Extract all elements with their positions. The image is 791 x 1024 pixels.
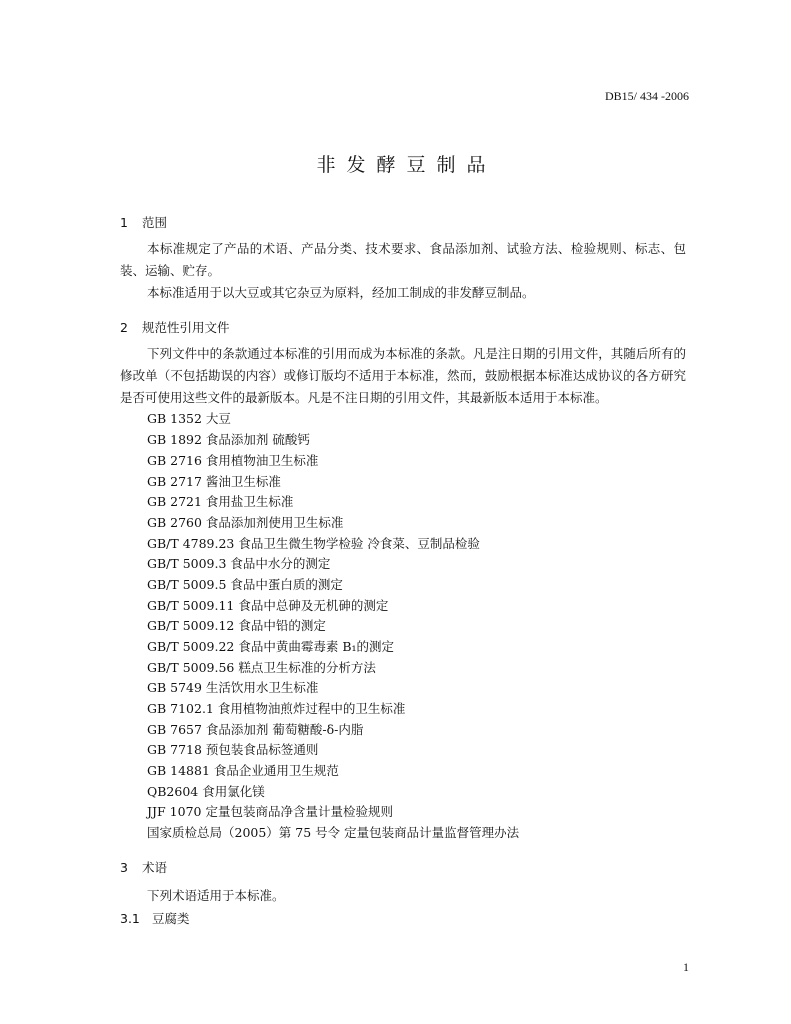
reference-item: GB 1892 食品添加剂 硫酸钙 [147, 432, 310, 447]
reference-item: QB2604 食用氯化镁 [147, 784, 265, 799]
reference-item: GB/T 5009.11 食品中总砷及无机砷的测定 [147, 598, 389, 613]
reference-item: GB 1352 大豆 [147, 411, 231, 426]
scope-paragraph-2: 本标准适用于以大豆或其它杂豆为原料，经加工制成的非发酵豆制品。 [147, 285, 535, 300]
reference-item: 国家质检总局（2005）第 75 号令 定量包装商品计量监督管理办法 [147, 825, 520, 840]
section-number: 1 [120, 215, 128, 230]
reference-item: GB 5749 生活饮用水卫生标准 [147, 680, 319, 695]
reference-item: GB 2717 酱油卫生标准 [147, 474, 281, 489]
reference-item: GB/T 5009.12 食品中铅的测定 [147, 618, 326, 633]
subsection-heading-3-1 [120, 909, 190, 927]
reference-item: GB/T 5009.56 糕点卫生标准的分析方法 [147, 660, 376, 675]
section-title: 规范性引用文件 [142, 320, 230, 335]
section-heading-3 [120, 858, 167, 876]
page-number: 1 [683, 960, 689, 974]
document-code: DB15/ 434 -2006 [605, 89, 689, 103]
reference-item: GB 7718 预包装食品标签通则 [147, 742, 319, 757]
section-heading-2 [120, 318, 230, 336]
terms-intro: 下列术语适用于本标准。 [147, 888, 285, 903]
reference-item: JJF 1070 定量包装商品净含量计量检验规则 [147, 804, 393, 819]
scope-paragraph-1: 本标准规定了产品的术语、产品分类、技术要求、食品添加剂、试验方法、检验规则、标志、包装、运输、贮存。 [120, 241, 686, 278]
reference-item: GB/T 5009.3 食品中水分的测定 [147, 556, 331, 571]
reference-item: GB 2716 食用植物油卫生标准 [147, 453, 319, 468]
section-number: 2 [120, 320, 128, 335]
reference-item: GB 7657 食品添加剂 葡萄糖酸-δ-内脂 [147, 722, 364, 737]
reference-item: GB 7102.1 食用植物油煎炸过程中的卫生标准 [147, 701, 406, 716]
reference-item: GB/T 4789.23 食品卫生微生物学检验 冷食菜、豆制品检验 [147, 536, 480, 551]
section-title: 术语 [142, 860, 168, 875]
section-title: 范围 [142, 215, 168, 230]
section-number: 3.1 [120, 911, 140, 926]
reference-item: GB/T 5009.5 食品中蛋白质的测定 [147, 577, 343, 592]
reference-item: GB/T 5009.22 食品中黄曲霉毒素 B₁的测定 [147, 639, 395, 654]
reference-item: GB 2721 食用盐卫生标准 [147, 494, 294, 509]
section-heading-1 [120, 213, 167, 231]
section-number: 3 [120, 860, 128, 875]
reference-item: GB 2760 食品添加剂使用卫生标准 [147, 515, 344, 530]
page-title: 非发酵豆制品 [316, 154, 497, 176]
normative-intro-paragraph: 下列文件中的条款通过本标准的引用而成为本标准的条款。凡是注日期的引用文件，其随后所有的修改单（不包括勘误的内容）或修订版均不适用于本标准，然而，鼓励根据本标准达成协议的各方研究是否可使用这些文件的最新版本。凡是不注日期的引用文件，其最新版本适用于本标准。 [120, 346, 686, 405]
section-title: 豆腐类 [152, 911, 190, 926]
reference-item: GB 14881 食品企业通用卫生规范 [147, 763, 339, 778]
